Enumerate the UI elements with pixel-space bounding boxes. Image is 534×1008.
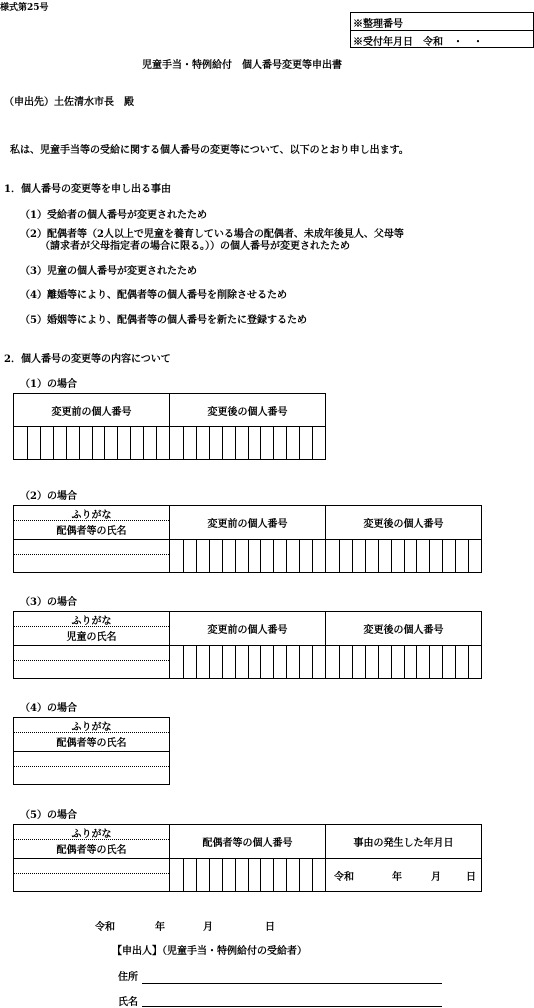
case2-table [13,505,482,573]
digit-divider [248,859,249,891]
case5-date-day: 日 [466,872,476,883]
digit-divider [286,859,287,891]
digit-divider [455,646,456,678]
digit-divider [404,540,405,572]
ref-no-label: ※整理番号 [353,19,403,30]
reason-item-5: （5）婚姻等により、配偶者等の個人番号を新たに登録するため [20,315,307,326]
case5-date-field[interactable] [326,859,481,891]
digit-divider [222,646,223,678]
reason-item-3: （3）児童の個人番号が変更されたため [20,266,197,277]
digit-divider [209,427,210,459]
digit-divider [468,540,469,572]
digit-divider [130,427,131,459]
digit-divider [260,540,261,572]
case5-furigana-input[interactable] [14,859,169,873]
digit-divider [183,540,184,572]
digit-divider [442,540,443,572]
case3-col-before: 変更前の個人番号 [207,625,288,636]
case1-col-before: 変更前の個人番号 [51,406,132,418]
case5-table [13,824,482,892]
digit-divider [104,427,105,459]
digit-divider [404,646,405,678]
case5-date-year: 年 [392,872,402,883]
case4-label: （4）の場合 [20,703,77,714]
digit-divider [248,646,249,678]
digit-divider [209,859,210,891]
digit-divider [391,646,392,678]
digit-divider [416,646,417,678]
case2-col-before: 変更前の個人番号 [207,519,288,530]
digit-divider [235,646,236,678]
case4-table [13,717,170,785]
digit-divider [196,646,197,678]
digit-divider [286,646,287,678]
footer-date-year: 年 [155,922,165,933]
digit-divider [248,427,249,459]
digit-divider [429,540,430,572]
digit-divider [455,540,456,572]
digit-divider [92,427,93,459]
intro-text: 私は、児童手当等の受給に関する個人番号の変更等について、以下のとおり申し出ます。 [10,145,409,156]
case4-name-input[interactable] [14,767,169,784]
digit-divider [312,646,313,678]
digit-divider [273,427,274,459]
received-date-label: ※受付年月日 令和 ・ ・ [353,37,483,48]
case1-table [13,393,326,460]
digit-divider [235,540,236,572]
digit-divider [248,540,249,572]
digit-divider [235,427,236,459]
case5-name-input[interactable] [14,874,169,891]
case3-furigana-input[interactable] [14,646,169,660]
case2-name-label: 配偶者等の氏名 [56,526,127,537]
digit-divider [299,646,300,678]
digit-divider [299,859,300,891]
digit-divider [365,646,366,678]
case2-label: （2）の場合 [20,491,77,502]
form-number: 様式第25号 [0,3,49,13]
digit-divider [79,427,80,459]
digit-divider [196,427,197,459]
case3-furigana-label: ふりがな [71,615,112,627]
digit-divider [352,646,353,678]
case2-furigana-label: ふりがな [71,509,112,521]
digit-divider [183,427,184,459]
reason-item-2: （2）配偶者等（2人以上で児童を養育している場合の配偶者、未成年後見人、父母等 [20,229,404,240]
reason-item-4: （4）離婚等により、配偶者等の個人番号を削除させるため [20,290,287,301]
digit-divider [416,540,417,572]
name-input-line[interactable] [142,1006,442,1007]
addressee: （申出先）土佐清水市長 殿 [4,97,134,108]
case1-col-after: 変更後の個人番号 [207,406,288,418]
case4-furigana-input[interactable] [14,752,169,766]
footer-date-month: 月 [203,922,213,933]
digit-divider [222,427,223,459]
case5-number-digits[interactable] [170,859,325,891]
case3-col-after: 変更後の個人番号 [363,625,444,636]
case3-before-digits[interactable] [170,646,325,678]
case5-date-month: 月 [431,872,441,883]
digit-divider [222,540,223,572]
digit-divider [286,540,287,572]
footer-date-day: 日 [265,922,275,933]
address-label: 住所 [118,972,138,983]
page-title: 児童手当・特例給付 個人番号変更等申出書 [142,60,342,71]
case1-label: （1）の場合 [20,379,77,390]
case5-label: （5）の場合 [20,810,77,821]
case2-name-input[interactable] [14,555,169,572]
admin-box [350,12,534,48]
digit-divider [365,540,366,572]
digit-divider [378,540,379,572]
section2-heading: 2．個人番号の変更等の内容について [4,354,171,365]
case2-before-digits[interactable] [170,540,325,572]
digit-divider [378,646,379,678]
digit-divider [299,540,300,572]
digit-divider [143,427,144,459]
case5-name-label: 配偶者等の氏名 [56,845,127,856]
digit-divider [391,540,392,572]
digit-divider [352,540,353,572]
digit-divider [53,427,54,459]
digit-divider [299,427,300,459]
digit-divider [260,859,261,891]
case2-furigana-input[interactable] [14,540,169,554]
digit-divider [273,646,274,678]
digit-divider [183,646,184,678]
digit-divider [209,540,210,572]
case5-col-date: 事由の発生した年月日 [353,838,454,849]
case2-after-digits[interactable] [326,540,481,572]
digit-divider [260,427,261,459]
digit-divider [27,427,28,459]
digit-divider [196,859,197,891]
digit-divider [222,859,223,891]
digit-divider [273,540,274,572]
case3-table [13,611,482,679]
case4-furigana-label: ふりがな [71,721,112,733]
case1-before-digits[interactable] [14,427,169,459]
digit-divider [156,427,157,459]
reason-item-2-cont: （請求者が父母指定者の場合に限る。））の個人番号が変更されたため [40,241,350,252]
digit-divider [286,427,287,459]
digit-divider [339,646,340,678]
digit-divider [442,646,443,678]
digit-divider [40,427,41,459]
footer-date-era: 令和 [95,922,115,933]
section1-heading: 1．個人番号の変更等を申し出る事由 [4,184,171,195]
case2-col-after: 変更後の個人番号 [363,519,444,530]
digit-divider [209,646,210,678]
case5-col-number: 配偶者等の個人番号 [202,838,293,849]
digit-divider [196,540,197,572]
digit-divider [312,427,313,459]
name-label: 氏名 [118,997,138,1008]
digit-divider [312,859,313,891]
case3-name-input[interactable] [14,661,169,678]
case3-label: （3）の場合 [20,597,77,608]
digit-divider [117,427,118,459]
applicant-heading: 【申出人】（児童手当・特例給付の受給者） [112,946,307,957]
digit-divider [339,540,340,572]
case3-after-digits[interactable] [326,646,481,678]
case4-name-label: 配偶者等の氏名 [56,738,127,749]
digit-divider [312,540,313,572]
digit-divider [273,859,274,891]
case5-date-era: 令和 [334,872,354,883]
case1-after-digits[interactable] [170,427,325,459]
digit-divider [429,646,430,678]
digit-divider [235,859,236,891]
reason-item-1: （1）受給者の個人番号が変更されたため [20,210,207,221]
case5-furigana-label: ふりがな [71,828,112,840]
digit-divider [468,646,469,678]
case3-name-label: 児童の氏名 [66,632,117,643]
digit-divider [66,427,67,459]
digit-divider [183,859,184,891]
address-input-line[interactable] [142,983,442,984]
digit-divider [260,646,261,678]
